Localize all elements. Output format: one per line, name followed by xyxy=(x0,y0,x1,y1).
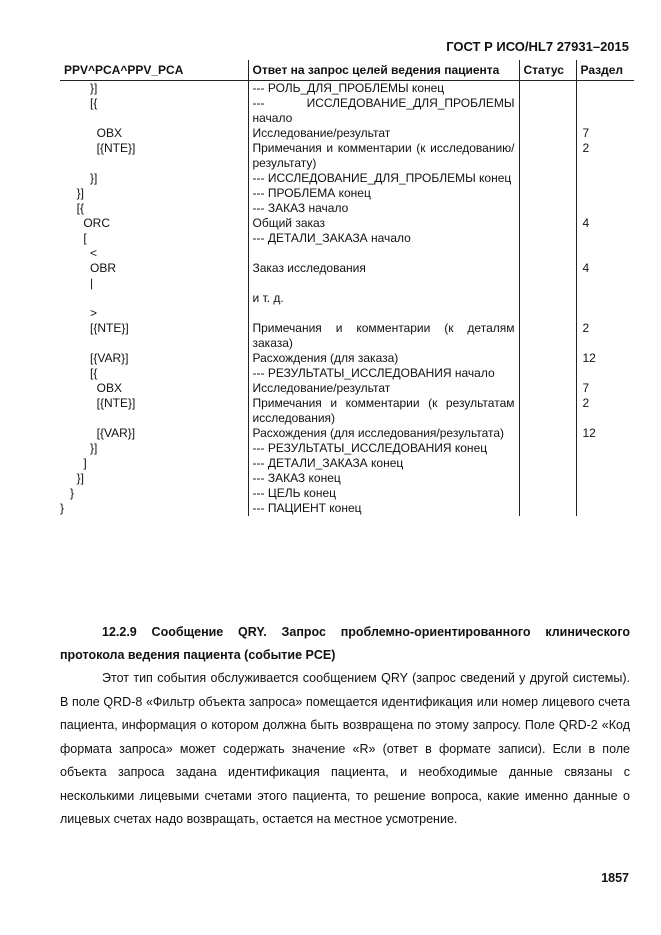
segment-cell xyxy=(60,291,248,306)
status-cell xyxy=(519,126,576,141)
section-cell: 7 xyxy=(576,381,634,396)
table-row xyxy=(60,456,634,471)
section-cell xyxy=(576,171,634,186)
table-row xyxy=(60,96,634,126)
column-header-section: Раздел xyxy=(576,60,634,81)
section-cell xyxy=(576,366,634,381)
table-row xyxy=(60,246,634,261)
table-row xyxy=(60,366,634,381)
segment-cell: } xyxy=(60,501,65,515)
section-cell xyxy=(576,231,634,246)
section-cell xyxy=(576,201,634,216)
section-cell: 12 xyxy=(576,351,634,366)
description-cell: --- ЗАКАЗ конец xyxy=(248,471,519,486)
section-cell: 7 xyxy=(576,126,634,141)
status-cell xyxy=(519,186,576,201)
section-cell xyxy=(576,186,634,201)
description-cell: Исследование/результат xyxy=(248,381,519,396)
section-cell xyxy=(576,246,634,261)
table-row xyxy=(60,126,634,141)
description-cell xyxy=(248,246,519,261)
status-cell xyxy=(519,201,576,216)
description-cell: Расхождения (для исследования/результата) xyxy=(248,426,519,441)
description-cell: --- ИССЛЕДОВАНИЕ_ДЛЯ_ПРОБЛЕМЫ начало xyxy=(248,96,519,126)
section-cell xyxy=(576,96,634,126)
status-cell xyxy=(519,501,576,516)
segment-cell: [{NTE}] xyxy=(60,396,136,410)
segment-cell: [{NTE}] xyxy=(60,141,136,155)
status-cell xyxy=(519,351,576,366)
table-row xyxy=(60,81,634,97)
page-number: 1857 xyxy=(601,871,629,885)
description-cell xyxy=(248,306,519,321)
table-row xyxy=(60,141,634,171)
segment-cell: [{ xyxy=(60,96,98,110)
segment-cell: > xyxy=(60,306,98,320)
status-cell xyxy=(519,426,576,441)
section-cell: 4 xyxy=(576,261,634,276)
segment-cell: }] xyxy=(60,441,98,455)
description-cell: --- ЗАКАЗ начало xyxy=(248,201,519,216)
status-cell xyxy=(519,141,576,171)
column-header-status: Статус xyxy=(519,60,576,81)
description-cell: и т. д. xyxy=(248,291,519,306)
table-header-row xyxy=(60,60,634,81)
status-cell xyxy=(519,306,576,321)
section-heading: 12.2.9 Сообщение QRY. Запрос проблемно-ориентированного клинического протокола ведения пациента (событие PCE) xyxy=(60,625,630,662)
segment-cell: }] xyxy=(60,171,98,185)
table-body xyxy=(60,81,634,517)
section-cell: 2 xyxy=(576,396,634,426)
section-cell xyxy=(576,471,634,486)
section-cell xyxy=(576,81,634,97)
status-cell xyxy=(519,381,576,396)
description-cell: --- ДЕТАЛИ_ЗАКАЗА начало xyxy=(248,231,519,246)
segment-cell: < xyxy=(60,246,98,260)
column-header-segment: PPV^PCA^PPV_PCA xyxy=(60,60,248,81)
description-cell xyxy=(248,276,519,291)
section-cell xyxy=(576,441,634,456)
table-row xyxy=(60,201,634,216)
status-cell xyxy=(519,291,576,306)
segment-cell: OBR xyxy=(60,261,117,275)
table-row xyxy=(60,186,634,201)
description-cell: --- ПРОБЛЕМА конец xyxy=(248,186,519,201)
table-row xyxy=(60,261,634,276)
message-structure-table xyxy=(60,60,634,516)
description-cell: Заказ исследования xyxy=(248,261,519,276)
status-cell xyxy=(519,441,576,456)
table-row xyxy=(60,291,634,306)
status-cell xyxy=(519,276,576,291)
status-cell xyxy=(519,96,576,126)
section-cell xyxy=(576,486,634,501)
table-row xyxy=(60,351,634,366)
description-cell: --- ЦЕЛЬ конец xyxy=(248,486,519,501)
description-cell: Примечания и комментарии (к деталям заказа) xyxy=(248,321,519,351)
section-cell xyxy=(576,456,634,471)
description-cell: Общий заказ xyxy=(248,216,519,231)
segment-cell: | xyxy=(60,276,94,290)
status-cell xyxy=(519,216,576,231)
description-cell: Исследование/результат xyxy=(248,126,519,141)
table-row xyxy=(60,471,634,486)
segment-cell: }] xyxy=(60,81,98,95)
segment-cell: OBX xyxy=(60,381,123,395)
description-cell: --- РОЛЬ_ДЛЯ_ПРОБЛЕМЫ конец xyxy=(248,81,519,97)
description-cell: Расхождения (для заказа) xyxy=(248,351,519,366)
section-cell xyxy=(576,501,634,516)
segment-cell: } xyxy=(60,486,75,500)
section-cell xyxy=(576,276,634,291)
section-cell xyxy=(576,306,634,321)
section-cell: 4 xyxy=(576,216,634,231)
description-cell: Примечания и комментарии (к результатам исследования) xyxy=(248,396,519,426)
segment-cell: OBX xyxy=(60,126,123,140)
description-cell: --- РЕЗУЛЬТАТЫ_ИССЛЕДОВАНИЯ начало xyxy=(248,366,519,381)
status-cell xyxy=(519,471,576,486)
status-cell xyxy=(519,486,576,501)
description-cell: --- РЕЗУЛЬТАТЫ_ИССЛЕДОВАНИЯ конец xyxy=(248,441,519,456)
status-cell xyxy=(519,231,576,246)
table-row xyxy=(60,486,634,501)
segment-cell: [{VAR}] xyxy=(60,426,136,440)
table-row xyxy=(60,321,634,351)
description-cell: --- ПАЦИЕНТ конец xyxy=(248,501,519,516)
section-cell: 12 xyxy=(576,426,634,441)
status-cell xyxy=(519,171,576,186)
segment-cell: [ xyxy=(60,231,87,245)
segment-cell: }] xyxy=(60,471,85,485)
segment-cell: ] xyxy=(60,456,87,470)
description-cell: --- ИССЛЕДОВАНИЕ_ДЛЯ_ПРОБЛЕМЫ конец xyxy=(248,171,519,186)
segment-cell: [{VAR}] xyxy=(60,351,129,365)
column-header-description: Ответ на запрос целей ведения пациента xyxy=(248,60,519,81)
section-body-paragraph: Этот тип события обслуживается сообщением QRY (запрос сведений у другой системы). В поле QRD-8 «Фильтр объекта запроса» помещается идентификация или номер лицевого счета пациента, информация о котором должна быть возвращена по этому запросу. Поле QRD-2 «Код формата запроса» может содержать значение «R» (ответ в формате записи). Если в поле объекта запроса задана идентификация пациента, и необходимые данные связаны с несколькими лицевыми счетами этого пациента, то решение вопроса, какие именно данные о лицевых счетах надо возвращать, остается на местное усмотрение. xyxy=(60,671,630,826)
table-row xyxy=(60,276,634,291)
table-row xyxy=(60,231,634,246)
segment-cell: }] xyxy=(60,186,85,200)
table-row xyxy=(60,426,634,441)
section-cell: 2 xyxy=(576,321,634,351)
table-row xyxy=(60,501,634,516)
table-row xyxy=(60,441,634,456)
segment-cell: [{NTE}] xyxy=(60,321,129,335)
table-row xyxy=(60,171,634,186)
document-standard-header: ГОСТ Р ИСО/HL7 27931–2015 xyxy=(446,39,629,54)
segment-cell: ORC xyxy=(60,216,111,230)
status-cell xyxy=(519,246,576,261)
segment-cell: [{ xyxy=(60,366,98,380)
table-row xyxy=(60,396,634,426)
status-cell xyxy=(519,81,576,97)
section-cell: 2 xyxy=(576,141,634,171)
status-cell xyxy=(519,396,576,426)
segment-cell: [{ xyxy=(60,201,85,215)
status-cell xyxy=(519,321,576,351)
table-row xyxy=(60,306,634,321)
status-cell xyxy=(519,261,576,276)
table-row xyxy=(60,216,634,231)
status-cell xyxy=(519,456,576,471)
section-cell xyxy=(576,291,634,306)
table-row xyxy=(60,381,634,396)
description-cell: --- ДЕТАЛИ_ЗАКАЗА конец xyxy=(248,456,519,471)
description-cell: Примечания и комментарии (к исследованию/результату) xyxy=(248,141,519,171)
status-cell xyxy=(519,366,576,381)
